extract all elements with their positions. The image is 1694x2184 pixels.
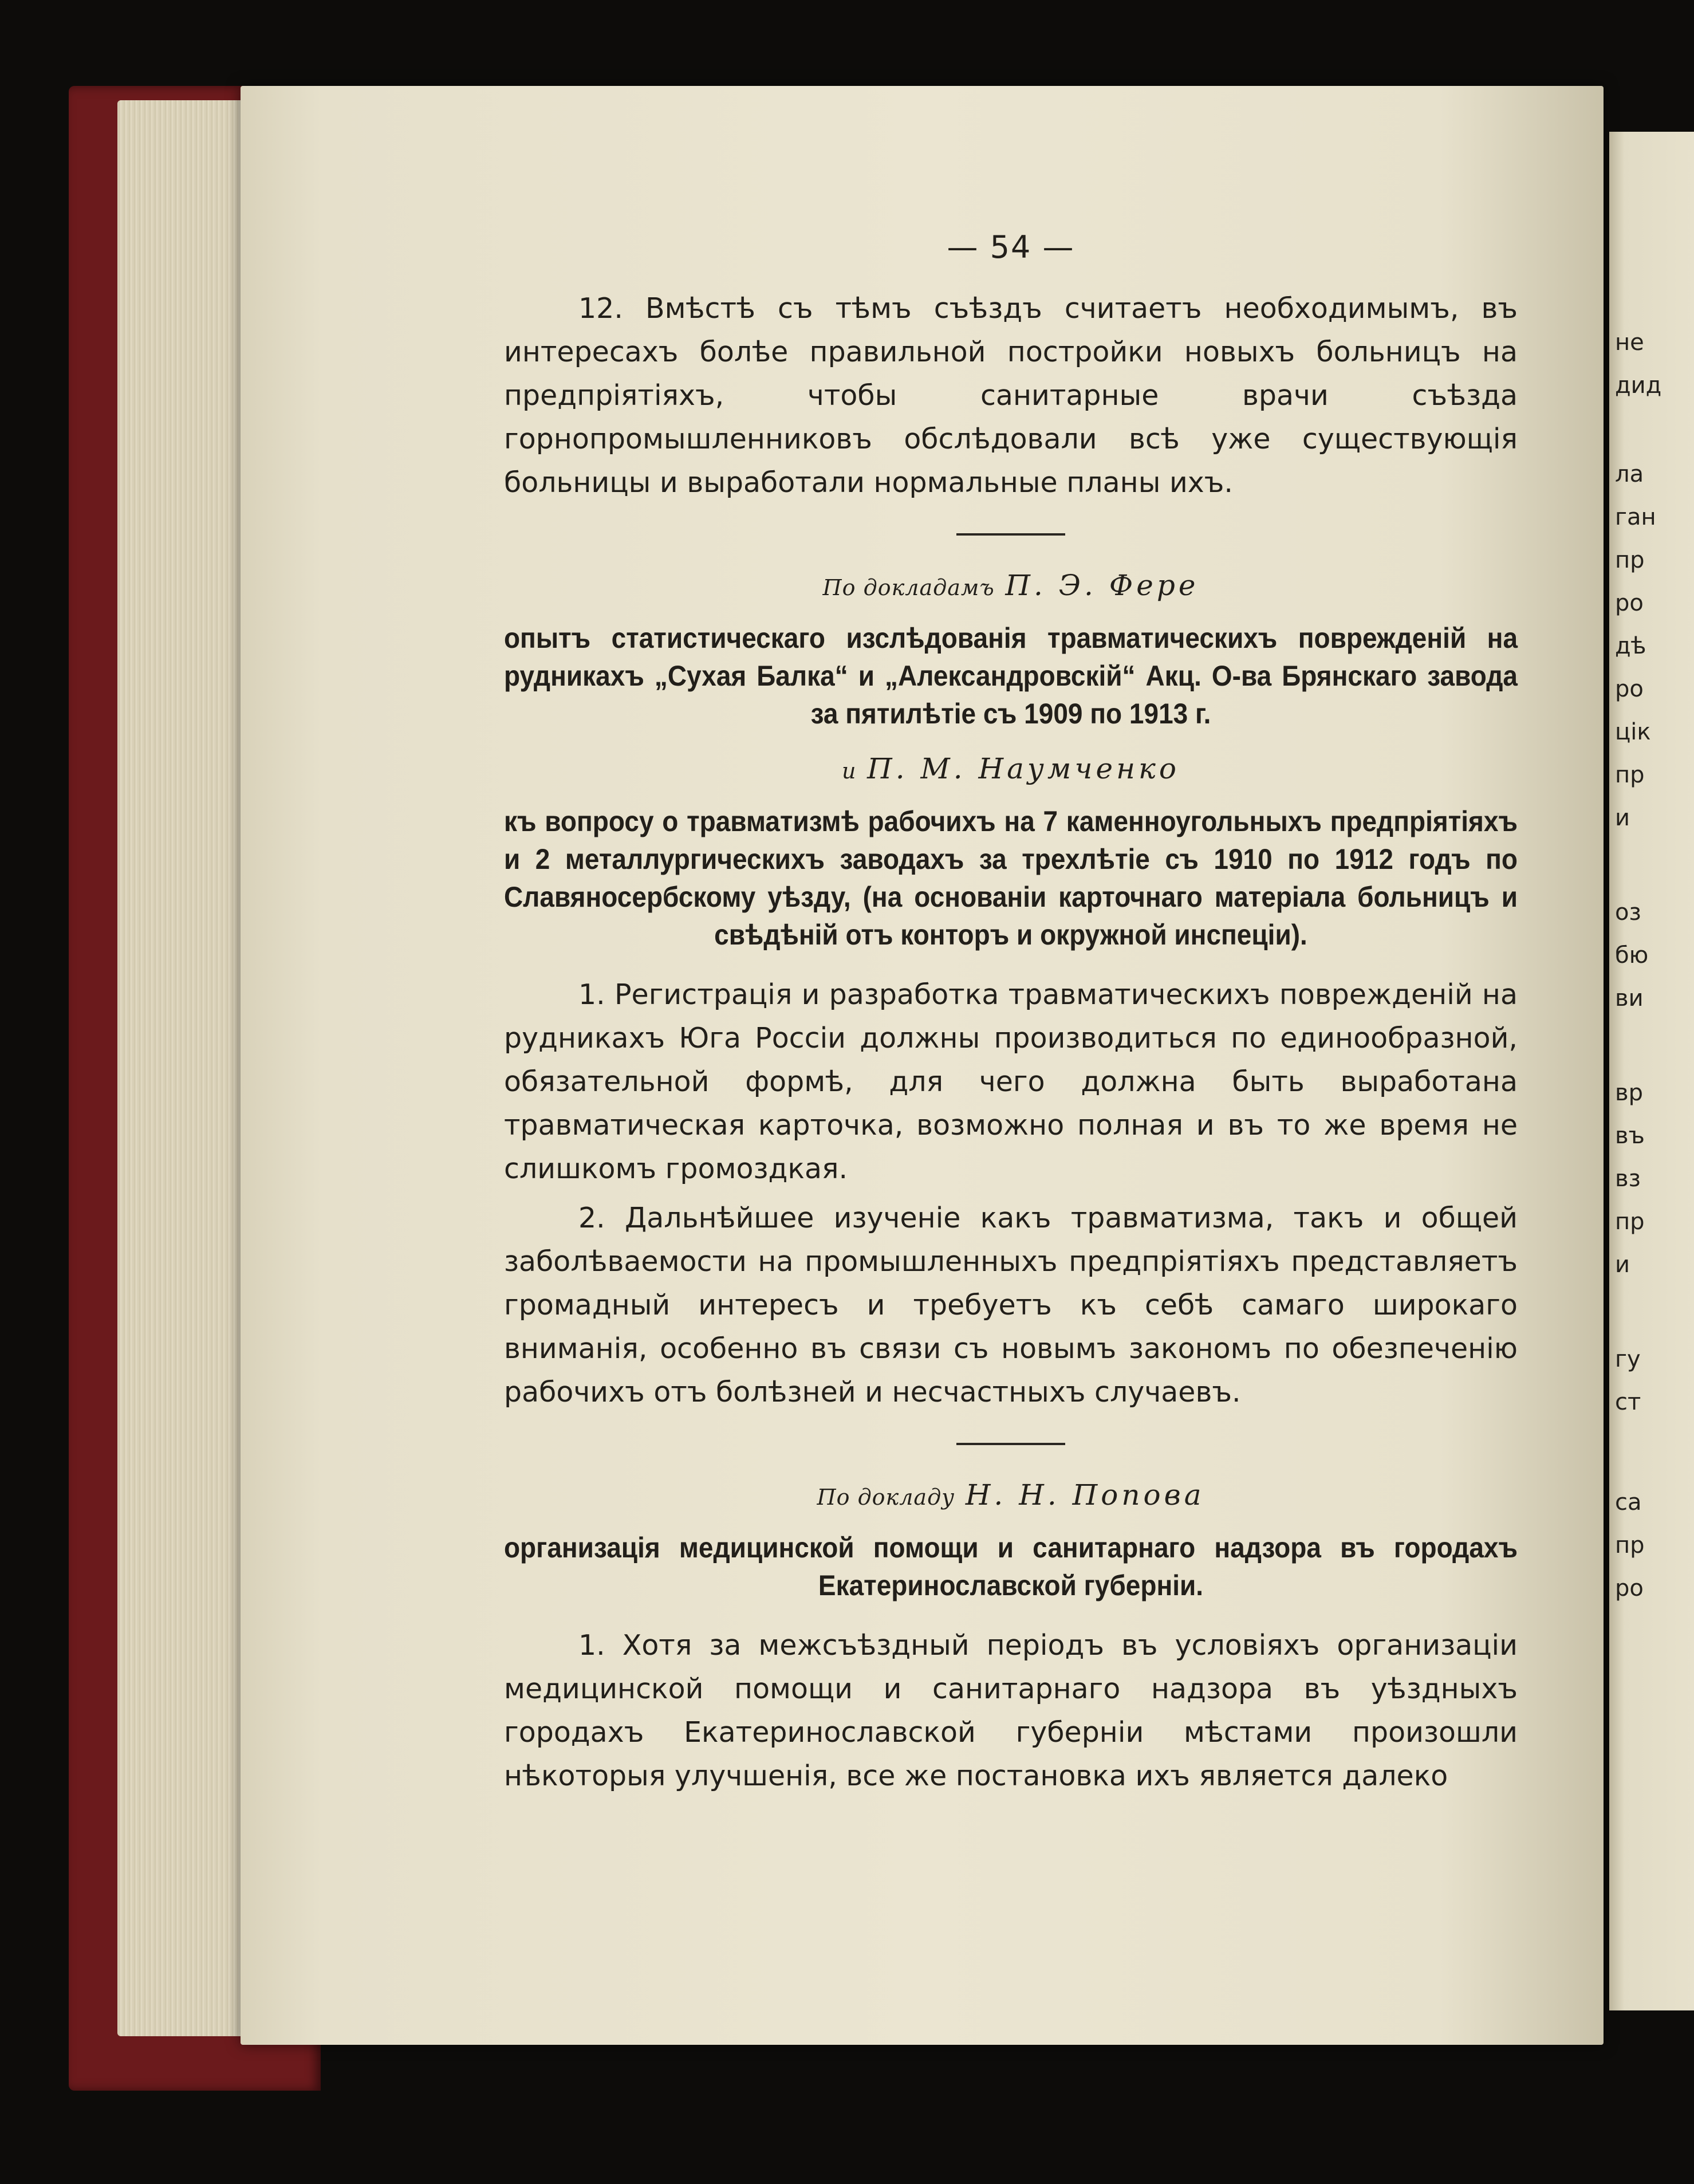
page-number: — 54 —: [947, 229, 1075, 265]
resolution-paragraph: 1. Хотя за межсъѣздный періодъ въ условіяхъ организаціи медицинской помощи и санитарнаго надзора въ уѣздныхъ городахъ Екатеринославской губерніи мѣстами произошли нѣкоторыя улучшенія, все же постановка ихъ является далеко: [504, 1629, 1518, 1792]
facing-page-fragment: ст: [1615, 1389, 1641, 1415]
section-divider: [956, 533, 1065, 536]
resolution-paragraph: 1. Регистрація и разработка травматическихъ повреждeній на рудникахъ Юга Россіи должны производиться по единообразной, обязательной формѣ, для чего должна быть выработана травматическая карточка, возможно полная и въ то же время не слишкомъ громоздкая.: [504, 978, 1518, 1185]
facing-page-fragment: пр: [1615, 547, 1645, 573]
facing-page-fragment: ган: [1615, 504, 1656, 530]
reference-author: П. Э. Фере: [1005, 569, 1199, 602]
facing-page-fragment: гу: [1615, 1346, 1641, 1372]
report-title: къ вопросу о травматизмѣ рабочихъ на 7 каменноугольныхъ предпріятіяхъ и 2 металлургическихъ заводахъ за трехлѣтіе съ 1910 по 1912 годъ по Славяносербскому уѣзду, (на основаніи карточнаго матеріала больницъ и свѣдѣній отъ конторъ и окружной инспеціи).: [503, 805, 1518, 951]
facing-page-fragment: пр: [1615, 1532, 1645, 1559]
facing-page-fragment: ви: [1615, 985, 1644, 1012]
facing-page-fragment: ро: [1615, 590, 1644, 616]
report-reference: [504, 569, 1518, 602]
facing-page-fragment: вр: [1615, 1080, 1643, 1106]
facing-page-fragment: и: [1615, 805, 1630, 831]
facing-page-fragment: са: [1615, 1489, 1642, 1516]
report-title: опытъ статистическаго изслѣдованія травматическихъ поврежденій на рудникахъ „Сухая Балка“ и „Александровскій“ Акц. О-ва Брянскаго завода за пятилѣтіе съ 1909 по 1913 г.: [503, 622, 1518, 730]
reference-prefix: По докладамъ: [822, 575, 995, 600]
facing-page-fragment: ро: [1615, 676, 1644, 702]
facing-page-fragment: цік: [1615, 719, 1651, 745]
facing-page-fragment: и: [1615, 1252, 1630, 1278]
reference-author: П. М. Наумченко: [867, 752, 1180, 785]
facing-page-fragment: пр: [1615, 762, 1645, 788]
report-title: организація медицинской помощи и санитарнаго надзора въ городахъ Екатеринославской губерніи.: [503, 1532, 1518, 1601]
report-reference: [504, 752, 1518, 785]
facing-page-fragment: ро: [1615, 1575, 1644, 1601]
facing-page-fragment: не: [1615, 329, 1644, 356]
facing-page-fragment: пр: [1615, 1209, 1645, 1235]
facing-page-fragment: дид: [1615, 372, 1662, 399]
facing-page-fragment: оз: [1615, 899, 1641, 926]
paragraph-12: 12. Вмѣстѣ съ тѣмъ съѣздъ считаетъ необходимымъ, въ интересахъ болѣе правильной постройки новыхъ больницъ на предпріятіяхъ, чтобы санитарные врачи съѣзда горнопромышленниковъ обслѣдовали всѣ уже существующія больницы и выработали нормальные планы ихъ.: [504, 292, 1518, 499]
report-reference: [504, 1478, 1518, 1512]
facing-page-fragment: бю: [1615, 942, 1649, 969]
facing-page-fragment: вз: [1615, 1166, 1641, 1192]
reference-author: Н. Н. Попова: [965, 1478, 1205, 1512]
section-divider: [956, 1443, 1065, 1445]
facing-page-fragment: ла: [1615, 461, 1644, 487]
facing-page-fragment: въ: [1615, 1123, 1645, 1149]
resolution-paragraph: 2. Дальнѣйшее изученіе какъ травматизма, такъ и общей заболѣваемости на промышленныхъ предпріятіяхъ представляетъ громадный интересъ и требуетъ къ себѣ самаго широкаго вниманія, особенно въ связи съ новымъ закономъ по обезпеченію рабочихъ отъ болѣзней и несчастныхъ случаевъ.: [504, 1202, 1518, 1408]
reference-prefix: и: [842, 758, 857, 784]
facing-page-fragment: дѣ: [1615, 633, 1646, 659]
reference-prefix: По докладу: [817, 1485, 955, 1510]
page-text: [504, 229, 1518, 1804]
facing-page-edge: [1609, 132, 1694, 2010]
